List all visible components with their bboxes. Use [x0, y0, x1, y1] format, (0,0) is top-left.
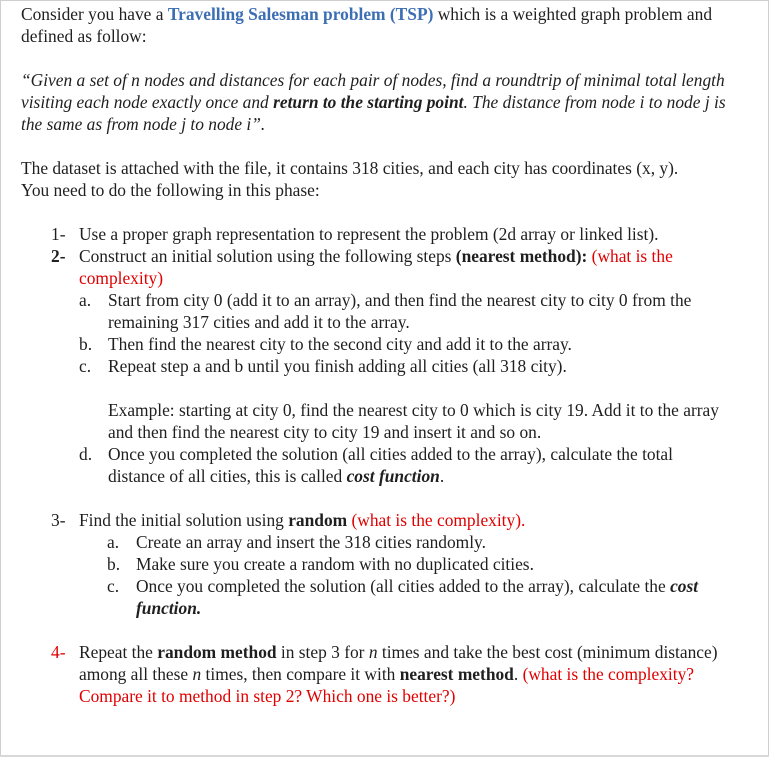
step-3b-text: Make sure you create a random with no duplicated cities.	[136, 554, 534, 574]
step-3c-text: Once you completed the solution (all cities added to the array), calculate the	[136, 576, 671, 596]
step-2c	[79, 355, 721, 377]
cost-function-term: cost function	[346, 466, 440, 486]
step-3-complexity: (what is the complexity).	[347, 510, 526, 530]
step-1-marker: 1-	[51, 224, 66, 244]
step-4-nearest-method: nearest method	[399, 664, 514, 684]
quote-text-b: nodes and distances for each pair of nodes, find a roundtrip of minimal total length visiting each node exactly once and	[21, 70, 725, 112]
step-4-complexity: (what is the complexity? Compare it to method in step 2? Which one is better?)	[79, 664, 695, 706]
spacer	[21, 201, 751, 223]
spacer	[21, 135, 751, 157]
step-2c-text: Repeat step a and b until you finish adding all cities (all 318 city).	[108, 356, 567, 376]
step-2c-marker: c.	[79, 356, 92, 376]
step-2d-period: .	[439, 466, 445, 486]
intro-text-a: Consider you have a	[21, 4, 168, 24]
quote-text-a: “Given a set of	[21, 70, 132, 90]
step-2-marker: 2-	[51, 246, 66, 266]
step-1-text: Use a proper graph representation to represent the problem (2d array or linked list).	[79, 224, 659, 244]
step-3-marker: 3-	[51, 510, 66, 530]
step-2a-text: Start from city 0 (add it to an array), and then find the nearest city to city 0 from the remaining 317 cities and add it to the array.	[108, 290, 692, 332]
step-2d	[79, 443, 721, 487]
step-2-text: Construct an initial solution using the following steps	[79, 246, 456, 266]
definition-quote	[21, 69, 751, 135]
assignment-document	[21, 3, 751, 707]
step-4-marker: 4-	[51, 642, 66, 662]
step-3-text: Find the initial solution using	[79, 510, 289, 530]
step-2-substeps	[79, 289, 751, 487]
step-4-t3: times and take the best cost (minimum distance) among all these	[79, 642, 718, 684]
dataset-paragraph: The dataset is attached with the file, it contains 318 cities, and each city has coordinates (x, y).	[21, 158, 679, 178]
step-4-t5: .	[513, 664, 523, 684]
step-3-bold: random	[288, 510, 348, 530]
step-4-n1: n	[368, 642, 378, 662]
step-1	[21, 223, 751, 245]
spacer	[79, 377, 721, 399]
spacer	[21, 47, 751, 69]
step-4-n2: n	[192, 664, 202, 684]
cost-function-term-2: cost function.	[136, 576, 699, 618]
step-2-example	[79, 399, 721, 443]
intro-paragraph	[21, 3, 751, 47]
step-3a	[107, 531, 701, 553]
example-text: Example: starting at city 0, find the nearest city to 0 which is city 19. Add it to the array and then find the nearest city to city 19 and insert it and so on.	[108, 400, 719, 442]
step-3a-marker: a.	[107, 532, 120, 552]
step-4-random-method: random method	[157, 642, 277, 662]
quote-text-c: . The distance from node i to node j is the same as from node j to node i”.	[21, 92, 726, 134]
step-2-complexity: (what is the complexity)	[79, 246, 673, 288]
todo-line: You need to do the following in this phase:	[21, 180, 320, 200]
step-2d-text: Once you completed the solution (all cities added to the array), calculate the total distance of all cities, this is called	[108, 444, 673, 486]
quote-bold: return to the starting point	[273, 92, 464, 112]
step-3	[21, 509, 751, 531]
quote-n: n	[131, 70, 140, 90]
step-2b	[79, 333, 721, 355]
step-4-t4: times, then compare it with	[201, 664, 400, 684]
step-3c	[107, 575, 701, 619]
step-3b-marker: b.	[107, 554, 121, 574]
step-2a-marker: a.	[79, 290, 92, 310]
step-2	[21, 245, 751, 289]
intro-text-b: which is a weighted graph problem and defined as follow:	[21, 4, 713, 46]
step-3c-marker: c.	[107, 576, 120, 596]
step-3b	[107, 553, 701, 575]
step-4-t1: Repeat the	[79, 642, 158, 662]
step-4	[21, 641, 751, 707]
step-2b-marker: b.	[79, 334, 93, 354]
step-2-bold: (nearest method):	[455, 246, 588, 266]
step-3-substeps	[107, 531, 751, 619]
spacer	[21, 487, 751, 509]
step-4-t2: in step 3 for	[276, 642, 369, 662]
spacer	[21, 619, 751, 641]
tsp-term: Travelling Salesman problem (TSP)	[167, 4, 434, 24]
step-2a	[79, 289, 721, 333]
step-2d-marker: d.	[79, 444, 93, 464]
step-3a-text: Create an array and insert the 318 cities randomly.	[136, 532, 486, 552]
step-2b-text: Then find the nearest city to the second city and add it to the array.	[108, 334, 572, 354]
